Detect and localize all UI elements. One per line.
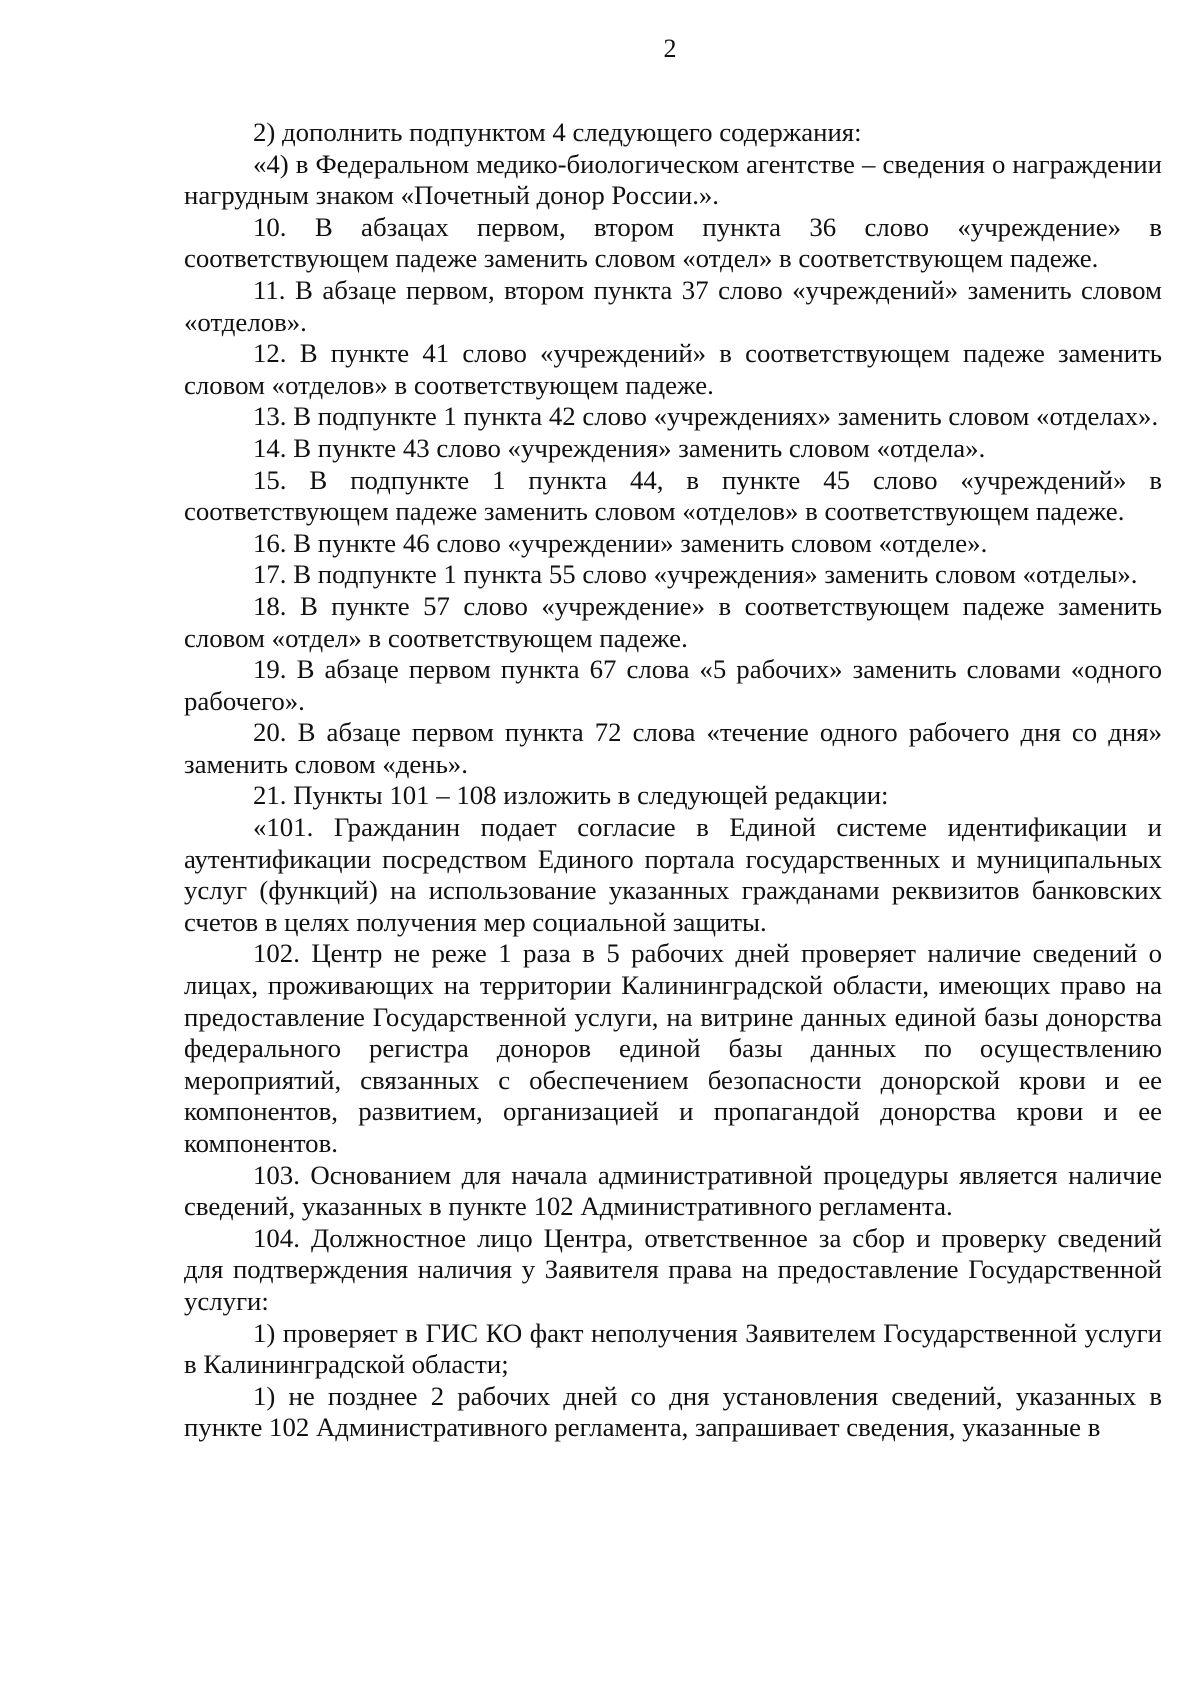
paragraph: 16. В пункте 46 слово «учреждении» заменить словом «отделе».	[253, 527, 988, 558]
paragraph: 14. В пункте 43 слово «учреждения» заменить словом «отдела».	[253, 432, 986, 463]
paragraph: 20. В абзаце первом пункта 72 слова «течение одного рабочего дня со дня» заменить словом «день».	[184, 717, 1162, 779]
paragraph: 15. В подпункте 1 пункта 44, в пункте 45 слово «учреждений» в соответствующем падеже заменить словом «отделов» в соответствующем падеже.	[184, 464, 1162, 527]
document-body	[184, 117, 1162, 1444]
paragraph: 1) проверяет в ГИС КО факт неполучения Заявителем Государственной услуги в Калининградской области;	[184, 1317, 1162, 1380]
paragraph: «4) в Федеральном медико-биологическом агентстве – сведения о награждении нагрудным знаком «Почетный донор России.».	[184, 148, 1162, 211]
paragraph: «101. Гражданин подает согласие в Единой системе идентификации и аутентификации посредством Единого портала государственных и муниципальных услуг (функций) на использование указанных гражданами реквизитов банковских счетов в целях получения мер социальной защиты.	[184, 812, 1162, 937]
page-number: 2	[663, 34, 677, 63]
paragraph: 2) дополнить подпунктом 4 следующего содержания:	[253, 117, 862, 147]
paragraph: 17. В подпункте 1 пункта 55 слово «учреждения» заменить словом «отделы».	[253, 559, 1138, 590]
paragraph: 13. В подпункте 1 пункта 42 слово «учреждениях» заменить словом «отделах».	[253, 401, 1159, 432]
paragraph: 104. Должностное лицо Центра, ответственное за сбор и проверку сведений для подтверждения наличия у Заявителя права на предоставление Государственной услуги:	[184, 1222, 1162, 1316]
paragraph: 10. В абзацах первом, втором пункта 36 слово «учреждение» в соответствующем падеже заменить словом «отдел» в соответствующем падеже.	[184, 211, 1162, 274]
paragraph: 103. Основанием для начала административной процедуры является наличие сведений, указанных в пункте 102 Административного регламента.	[184, 1159, 1162, 1222]
paragraph: 11. В абзаце первом, втором пункта 37 слово «учреждений» заменить словом «отделов».	[184, 274, 1162, 337]
paragraph: 18. В пункте 57 слово «учреждение» в соответствующем падеже заменить словом «отдел» в соответствующем падеже.	[184, 590, 1162, 653]
paragraph: 102. Центр не реже 1 раза в 5 рабочих дней проверяет наличие сведений о лицах, проживающих на территории Калининградской области, имеющих право на предоставление Государственной услуги, на витрине данных единой базы донорства федерального регистра доноров единой базы данных по осуществлению мероприятий, связанных с обеспечением безопасности донорской крови и ее компонентов, развитием, организацией и пропагандой донорства крови и ее компонентов.	[184, 938, 1162, 1158]
paragraph: 21. Пункты 101 – 108 изложить в следующей редакции:	[253, 780, 889, 811]
paragraph: 1) не позднее 2 рабочих дней со дня установления сведений, указанных в пункте 102 Административного регламента, запрашивает сведения, указанные в	[184, 1380, 1162, 1443]
paragraph: 12. В пункте 41 слово «учреждений» в соответствующем падеже заменить словом «отделов» в соответствующем падеже.	[184, 338, 1162, 400]
paragraph: 19. В абзаце первом пункта 67 слова «5 рабочих» заменить словами «одного рабочего».	[184, 654, 1162, 716]
